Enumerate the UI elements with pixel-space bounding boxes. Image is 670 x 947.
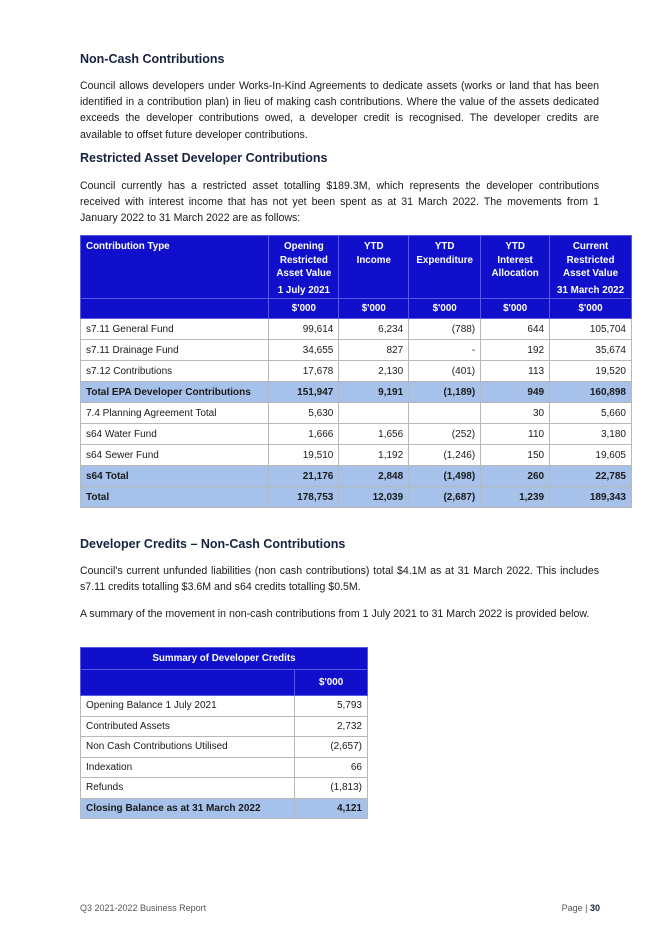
value-cell: 1,192 [339,445,409,466]
value-cell: 22,785 [550,466,632,487]
summary-value: (1,813) [295,778,368,799]
summary-label: Contributed Assets [81,716,295,737]
value-cell: 19,510 [269,445,339,466]
value-cell: 644 [481,319,550,340]
value-cell [409,403,481,424]
value-cell: 35,674 [550,340,632,361]
row-label: s64 Sewer Fund [81,445,269,466]
value-cell: 6,234 [339,319,409,340]
table-total-row [81,382,632,403]
row-label: s64 Total [81,466,269,487]
value-cell: 160,898 [550,382,632,403]
summary-title-row [81,648,368,670]
footer-report-name: Q3 2021-2022 Business Report [80,903,207,913]
header-line: Restricted [566,254,615,266]
row-label: Total [81,487,269,508]
value-cell: 178,753 [269,487,339,508]
table-row [81,340,632,361]
header-line: Income [356,254,391,266]
value-cell: 19,605 [550,445,632,466]
value-cell: 21,176 [269,466,339,487]
value-cell: (788) [409,319,481,340]
unit-cell: $'000 [409,299,481,319]
unit-cell [81,299,269,319]
paragraph-restricted-asset: Council currently has a restricted asset totalling $189.3M, which represents the developer contributions received with interest income that has not yet been spent as at 31 March 2022. The movements from 1 January 2022 to 31 March 2022 are as follows: [80,180,599,225]
table-header-row [81,236,632,299]
header-date: 31 March 2022 [557,284,625,296]
value-cell: 1,666 [269,424,339,445]
value-cell: (252) [409,424,481,445]
column-header [269,236,339,299]
column-header [339,236,409,299]
header-line: Interest [497,254,533,266]
value-cell: 1,239 [481,487,550,508]
summary-unit-row [81,670,368,696]
heading-non-cash-contributions: Non-Cash Contributions [80,52,225,66]
unit-cell: $'000 [339,299,409,319]
unit-cell: $'000 [269,299,339,319]
row-label: s7.12 Contributions [81,361,269,382]
value-cell: 17,678 [269,361,339,382]
summary-label: Opening Balance 1 July 2021 [81,696,295,717]
column-header [550,236,632,299]
summary-row [81,716,368,737]
unit-cell: $'000 [481,299,550,319]
row-label: 7.4 Planning Agreement Total [81,403,269,424]
developer-credits-table [80,647,368,819]
value-cell: 34,655 [269,340,339,361]
table-row [81,361,632,382]
value-cell: 260 [481,466,550,487]
header-line: Restricted [279,254,328,266]
table-row [81,319,632,340]
header-line: Allocation [491,268,539,279]
summary-value: 2,732 [295,716,368,737]
summary-label: Indexation [81,757,295,778]
value-cell: 192 [481,340,550,361]
value-cell: 30 [481,403,550,424]
unit-cell: $'000 [550,299,632,319]
column-header [481,236,550,299]
summary-value: (2,657) [295,737,368,758]
value-cell: 5,630 [269,403,339,424]
summary-total-row [81,798,368,819]
summary-value: 5,793 [295,696,368,717]
value-cell: 2,130 [339,361,409,382]
value-cell: (1,189) [409,382,481,403]
value-cell: 12,039 [339,487,409,508]
value-cell: 949 [481,382,550,403]
value-cell: 151,947 [269,382,339,403]
summary-unit: $'000 [295,670,368,696]
paragraph-summary-movement: A summary of the movement in non-cash contributions from 1 July 2021 to 31 March 2022 is provided below. [80,608,590,620]
row-label: s64 Water Fund [81,424,269,445]
header-line: Opening [283,241,324,252]
heading-developer-credits: Developer Credits – Non-Cash Contributions [80,537,346,551]
value-cell: 150 [481,445,550,466]
value-cell: (1,498) [409,466,481,487]
summary-row [81,737,368,758]
header-line: Current [572,241,609,252]
value-cell: 110 [481,424,550,445]
row-label: Total EPA Developer Contributions [81,382,269,403]
value-cell: (1,246) [409,445,481,466]
value-cell: - [409,340,481,361]
value-cell: 5,660 [550,403,632,424]
column-header [81,236,269,299]
header-date: 1 July 2021 [277,284,330,296]
table-row [81,445,632,466]
summary-value: 4,121 [295,798,368,819]
value-cell: 2,848 [339,466,409,487]
paragraph-unfunded-liabilities: Council's current unfunded liabilities (non cash contributions) total $4.1M as at 31 March 2022. This includes s7.11 credits totalling $3.6M and s64 credits totalling $0.5M. [80,565,599,594]
value-cell: 827 [339,340,409,361]
summary-value: 66 [295,757,368,778]
table-row [81,403,632,424]
value-cell: 1,656 [339,424,409,445]
table-row [81,424,632,445]
value-cell: (401) [409,361,481,382]
header-line: Contribution Type [86,241,170,252]
summary-label: Non Cash Contributions Utilised [81,737,295,758]
footer-page [562,903,600,913]
value-cell: 105,704 [550,319,632,340]
column-header [409,236,481,299]
header-line: Expenditure [416,254,473,266]
value-cell [339,403,409,424]
table-units-row [81,299,632,319]
header-line: YTD [505,241,525,252]
value-cell: 19,520 [550,361,632,382]
footer-page-number: 30 [589,903,600,913]
value-cell: 99,614 [269,319,339,340]
table-total-row [81,487,632,508]
summary-label: Refunds [81,778,295,799]
summary-label: Closing Balance as at 31 March 2022 [81,798,295,819]
row-label: s7.11 General Fund [81,319,269,340]
summary-title: Summary of Developer Credits [81,648,368,670]
row-label: s7.11 Drainage Fund [81,340,269,361]
value-cell: (2,687) [409,487,481,508]
paragraph-non-cash: Council allows developers under Works-In-Kind Agreements to dedicate assets (works or land that has been identified in a contribution plan) in lieu of making cash contributions. Where the value of the assets dedicated exceeds the developer contributions owed, a developer credit is recognised. The developer credits are available to offset future developer contributions. [80,80,599,141]
summary-row [81,778,368,799]
summary-blank-cell [81,670,295,696]
value-cell: 9,191 [339,382,409,403]
heading-restricted-asset: Restricted Asset Developer Contributions [80,151,328,165]
header-line: YTD [363,241,384,252]
value-cell: 113 [481,361,550,382]
table-total-row [81,466,632,487]
value-cell: 3,180 [550,424,632,445]
header-line: Asset Value [276,268,332,279]
restricted-asset-table [80,235,632,508]
summary-row [81,696,368,717]
footer-page-label: Page | [561,903,588,913]
summary-row [81,757,368,778]
value-cell: 189,343 [550,487,632,508]
header-line: Asset Value [563,268,619,279]
header-line: YTD [434,241,455,252]
